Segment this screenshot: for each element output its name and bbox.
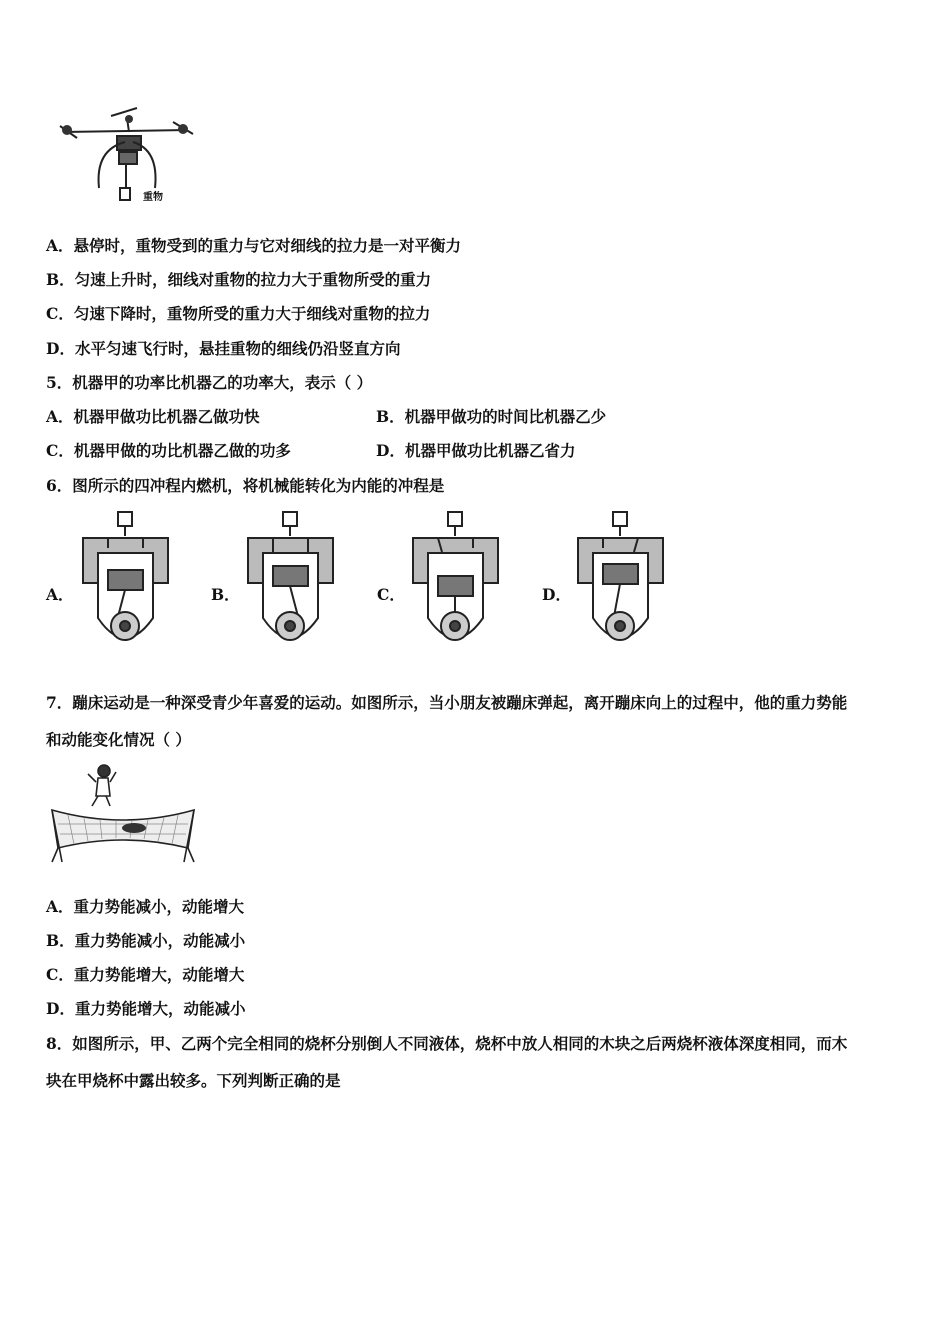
q5-option-c: C．机器甲做的功比机器乙做的功多 <box>46 441 291 460</box>
q6-label-a: A． <box>46 585 74 604</box>
q7-stem-line2: 和动能变化情况（ ） <box>46 730 191 749</box>
q7-option-d: D．重力势能增大，动能减小 <box>46 999 246 1018</box>
q5-stem: 5．机器甲的功率比机器乙的功率大，表示（ ） <box>46 373 373 392</box>
engine-diagram-a <box>78 508 173 664</box>
q7-option-b: B．重力势能减小，动能减小 <box>46 931 246 950</box>
engine-diagram-b <box>243 508 338 664</box>
q4-option-b: B．匀速上升时，细线对重物的拉力大于重物所受的重力 <box>46 270 432 289</box>
q6-stem: 6．图所示的四冲程内燃机，将机械能转化为内能的冲程是 <box>46 476 445 495</box>
q7-option-a: A．重力势能减小，动能增大 <box>46 897 245 916</box>
trampoline-figure <box>48 762 198 872</box>
drone-figure <box>55 100 195 205</box>
q6-label-c: C． <box>377 585 405 604</box>
q4-option-c: C．匀速下降时，重物所受的重力大于细线对重物的拉力 <box>46 304 431 323</box>
q8-stem-line2: 块在甲烧杯中露出较多。下列判断正确的是 <box>46 1071 341 1090</box>
q5-option-a: A．机器甲做功比机器乙做功快 <box>46 407 260 426</box>
q4-option-d: D．水平匀速飞行时，悬挂重物的细线仍沿竖直方向 <box>46 339 401 358</box>
q8-stem-line1: 8．如图所示，甲、乙两个完全相同的烧杯分别倒人不同液体，烧杯中放人相同的木块之后两烧杯液体深度相同，而木 <box>46 1034 848 1053</box>
q7-option-c: C．重力势能增大，动能增大 <box>46 965 245 984</box>
q7-stem-line1: 7．蹦床运动是一种深受青少年喜爱的运动。如图所示，当小朋友被蹦床弹起，离开蹦床向上的过程中，他的重力势能 <box>46 693 848 712</box>
engine-diagram-d <box>573 508 668 664</box>
engine-diagram-c <box>408 508 503 664</box>
weight-label: 重物 <box>143 192 163 203</box>
q6-label-b: B． <box>211 585 240 604</box>
drone-illustration <box>55 100 195 205</box>
q5-option-d: D．机器甲做功比机器乙省力 <box>376 441 576 460</box>
q5-option-b: B．机器甲做功的时间比机器乙少 <box>376 407 607 426</box>
q4-option-a: A．悬停时，重物受到的重力与它对细线的拉力是一对平衡力 <box>46 236 462 255</box>
q6-label-d: D． <box>542 585 571 604</box>
